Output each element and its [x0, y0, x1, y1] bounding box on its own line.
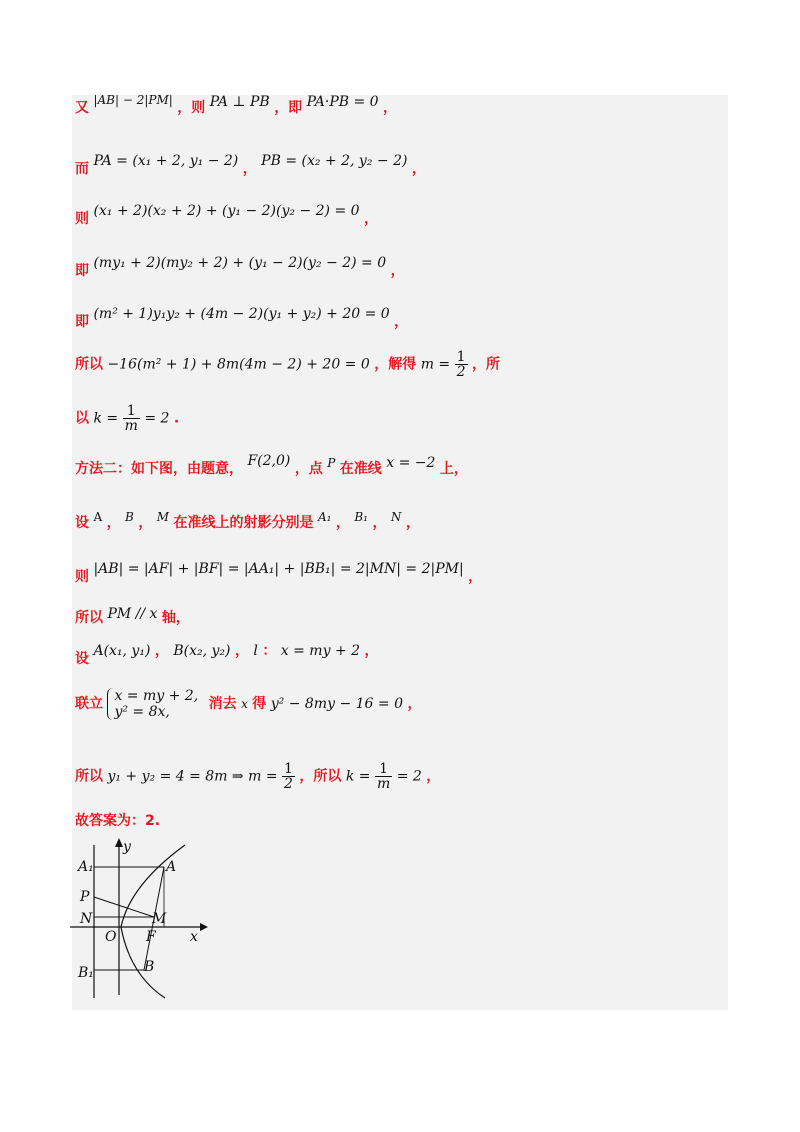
math: F(2,0) [247, 453, 291, 469]
text: ： [262, 643, 277, 659]
text: 即 [75, 314, 89, 330]
text: 又 [75, 100, 89, 116]
numerator: 1 [123, 404, 140, 419]
line-7 [75, 404, 179, 433]
numerator: 1 [375, 762, 392, 777]
text: ， [394, 314, 409, 330]
label-x: x [190, 929, 198, 945]
math: N [390, 510, 402, 524]
math: PA·PB = 0 [306, 94, 379, 110]
line-15 [75, 810, 160, 830]
text: 在准线 [339, 461, 382, 477]
math: x = −2 [386, 455, 436, 471]
line-1 [75, 93, 398, 117]
denominator: 2 [284, 776, 293, 792]
text: 所以 [75, 356, 103, 373]
segment-PM [94, 897, 154, 917]
answer-text: 故答案为：2. [75, 813, 161, 829]
text: . [173, 410, 180, 427]
text: ， [407, 696, 422, 712]
text: ，所以 [299, 768, 342, 785]
math: A [93, 510, 103, 524]
label-M: M [152, 911, 167, 927]
math: B(x₂, y₂) [173, 643, 231, 659]
text: 设 [75, 651, 89, 667]
math: (my₁ + 2)(my₂ + 2) + (y₁ − 2)(y₂ − 2) = 0 [93, 255, 387, 271]
text: ，则 [177, 100, 206, 116]
fraction [282, 762, 295, 791]
line-11 [75, 607, 190, 627]
label-A1: A₁ [78, 859, 94, 875]
y-axis-arrow [115, 838, 123, 847]
line-3 [75, 200, 378, 227]
text: ，即 [274, 100, 303, 116]
equation-1: x = my + 2, [114, 688, 199, 704]
denominator: 2 [456, 364, 466, 380]
label-A: A [166, 859, 177, 875]
math: m = [420, 356, 451, 373]
fraction [455, 350, 468, 379]
math: l [253, 643, 258, 659]
math: (m² + 1)y₁y₂ + (4m − 2)(y₁ + y₂) + 20 = 0 [93, 306, 390, 322]
numerator: 1 [284, 761, 293, 777]
line-8 [75, 453, 468, 478]
text: ， [426, 768, 441, 785]
text: ， [138, 515, 153, 531]
text: ， [106, 515, 121, 531]
equation-system [107, 688, 198, 720]
line-2 [75, 150, 426, 177]
line-14 [75, 762, 440, 791]
line-4 [75, 252, 405, 279]
math: |AB| − 2|PM| [93, 93, 173, 107]
math: |AB| = |AF| + |BF| = |AA₁| + |BB₁| = 2|MN| = 2|PM| [93, 561, 464, 577]
equation-2: y² = 8x, [114, 704, 170, 720]
text: ， [411, 161, 426, 177]
label-P: P [80, 889, 90, 905]
text: ， [390, 263, 405, 279]
label-B: B [144, 959, 155, 975]
text: ， [468, 569, 483, 585]
denominator: m [124, 418, 138, 434]
text: 消去 [208, 696, 237, 712]
text: ， [383, 100, 398, 116]
math: k = [93, 410, 119, 427]
text: ， [372, 515, 387, 531]
math: PA = (x₁ + 2, y₁ − 2) [93, 153, 239, 169]
math: −16(m² + 1) + 8m(4m − 2) + 20 = 0 [107, 356, 370, 373]
math: PM // x [107, 606, 158, 622]
denominator: m [376, 776, 391, 792]
math: y² − 8my − 16 = 0 [270, 696, 403, 712]
x-axis-arrow [200, 923, 208, 931]
text: ， [335, 515, 350, 531]
math: = 2 [396, 768, 422, 785]
text: ， [234, 643, 249, 659]
text: 而 [75, 161, 89, 177]
text: 得 [252, 696, 267, 712]
text: 则 [75, 569, 89, 585]
line-13 [75, 688, 421, 720]
label-N: N [80, 911, 93, 927]
math: = 2 [144, 410, 170, 427]
text: 所以 [75, 610, 103, 626]
line-6 [75, 350, 500, 379]
text: ，解得 [374, 356, 417, 373]
text: 即 [75, 263, 89, 279]
math: B₁ [354, 510, 368, 524]
text: ， [242, 161, 257, 177]
text: 上， [439, 461, 468, 477]
math: x [241, 697, 248, 711]
math: M [156, 510, 170, 524]
text: ， [154, 643, 169, 659]
text: 所以 [75, 768, 103, 785]
math: k = [345, 768, 371, 785]
text: ， [405, 515, 420, 531]
text: ，点 [294, 461, 323, 477]
text: ， [364, 643, 379, 659]
text: 方法二：如下图，由题意， [75, 461, 243, 477]
math: PA ⊥ PB [209, 94, 270, 110]
math: B [125, 510, 134, 524]
math: (x₁ + 2)(x₂ + 2) + (y₁ − 2)(y₂ − 2) = 0 [93, 203, 360, 219]
line-12 [75, 640, 379, 667]
math: P [327, 456, 336, 470]
parabola-figure [70, 835, 210, 1000]
line-9 [75, 512, 420, 532]
text: ，所 [472, 356, 500, 373]
line-10 [75, 558, 483, 585]
label-F: F [146, 929, 156, 945]
fraction [375, 762, 392, 791]
text: 则 [75, 211, 89, 227]
text: 轴， [161, 610, 190, 626]
math: PB = (x₂ + 2, y₂ − 2) [261, 153, 408, 169]
text: 设 [75, 515, 89, 531]
fraction [123, 404, 140, 433]
math: x = my + 2 [280, 643, 361, 659]
numerator: 1 [456, 349, 466, 365]
math: A₁ [317, 510, 332, 524]
math: y₁ + y₂ = 4 = 8m ⇒ m = [107, 768, 278, 785]
text: 在准线上的射影分别是 [173, 515, 314, 531]
text: ， [363, 211, 378, 227]
line-5 [75, 303, 409, 330]
label-O: O [105, 929, 117, 945]
text: 以 [75, 410, 89, 427]
label-B1: B₁ [78, 965, 94, 981]
label-y: y [123, 839, 131, 855]
text: 联立 [75, 696, 103, 712]
math: A(x₁, y₁) [93, 643, 151, 659]
